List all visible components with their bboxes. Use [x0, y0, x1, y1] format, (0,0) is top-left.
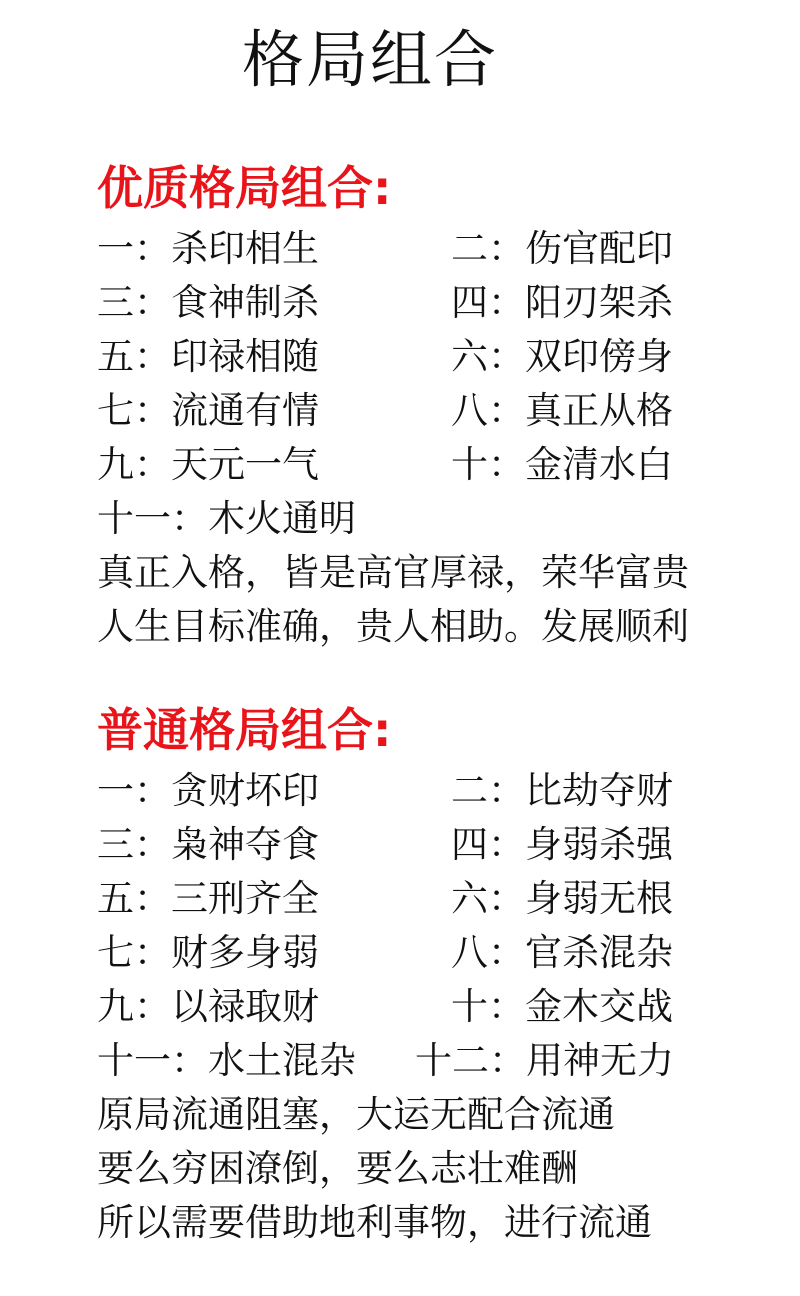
pattern-item: 三：枭神夺食 — [97, 823, 319, 866]
list-item — [97, 222, 777, 276]
pattern-item: 五：三刑齐全 — [97, 877, 319, 920]
list-item — [97, 492, 777, 546]
pattern-item: 四：身弱杀强 — [451, 823, 673, 866]
list-item — [97, 384, 777, 438]
pattern-item: 五：印禄相随 — [97, 335, 319, 378]
good-patterns-section — [97, 158, 777, 654]
list-item — [97, 438, 777, 492]
pattern-item: 二：比劫夺财 — [451, 769, 673, 812]
pattern-item: 八：真正从格 — [451, 389, 673, 432]
pattern-item: 一：贪财坏印 — [97, 769, 319, 812]
pattern-item: 二：伤官配印 — [451, 227, 673, 270]
pattern-item: 六：双印傍身 — [451, 335, 673, 378]
list-item — [97, 926, 777, 980]
pattern-item: 九：以禄取财 — [97, 985, 319, 1028]
normal-note-1: 原局流通阻塞，大运无配合流通 — [97, 1093, 615, 1136]
list-item — [97, 872, 777, 926]
normal-patterns-heading: 普通格局组合: — [97, 703, 392, 757]
list-item — [97, 980, 777, 1034]
list-item — [97, 1034, 777, 1088]
pattern-item: 七：财多身弱 — [97, 931, 319, 974]
good-patterns-heading: 优质格局组合: — [97, 161, 392, 215]
pattern-item: 十二：用神无力 — [415, 1039, 674, 1082]
list-item — [97, 276, 777, 330]
normal-note-2: 要么穷困潦倒，要么志壮难酬 — [97, 1147, 578, 1190]
pattern-item: 十：金清水白 — [451, 443, 673, 486]
pattern-item: 八：官杀混杂 — [451, 931, 673, 974]
good-note-1: 真正入格，皆是高官厚禄，荣华富贵 — [97, 551, 689, 594]
pattern-item: 七：流通有情 — [97, 389, 319, 432]
list-item — [97, 330, 777, 384]
normal-note-3: 所以需要借助地利事物，进行流通 — [97, 1201, 652, 1244]
list-item — [97, 764, 777, 818]
pattern-item: 三：食神制杀 — [97, 281, 319, 324]
pattern-item: 十一：水土混杂 — [97, 1039, 356, 1082]
page-title: 格局组合 — [241, 23, 498, 96]
normal-patterns-section — [97, 700, 777, 1250]
list-item — [97, 818, 777, 872]
pattern-item: 六：身弱无根 — [451, 877, 673, 920]
pattern-item: 四：阳刃架杀 — [451, 281, 673, 324]
pattern-item: 九：天元一气 — [97, 443, 319, 486]
pattern-item: 一：杀印相生 — [97, 227, 319, 270]
good-note-2: 人生目标准确，贵人相助。发展顺利 — [97, 605, 689, 648]
pattern-item: 十：金木交战 — [451, 985, 673, 1028]
pattern-item: 十一：木火通明 — [97, 497, 356, 540]
